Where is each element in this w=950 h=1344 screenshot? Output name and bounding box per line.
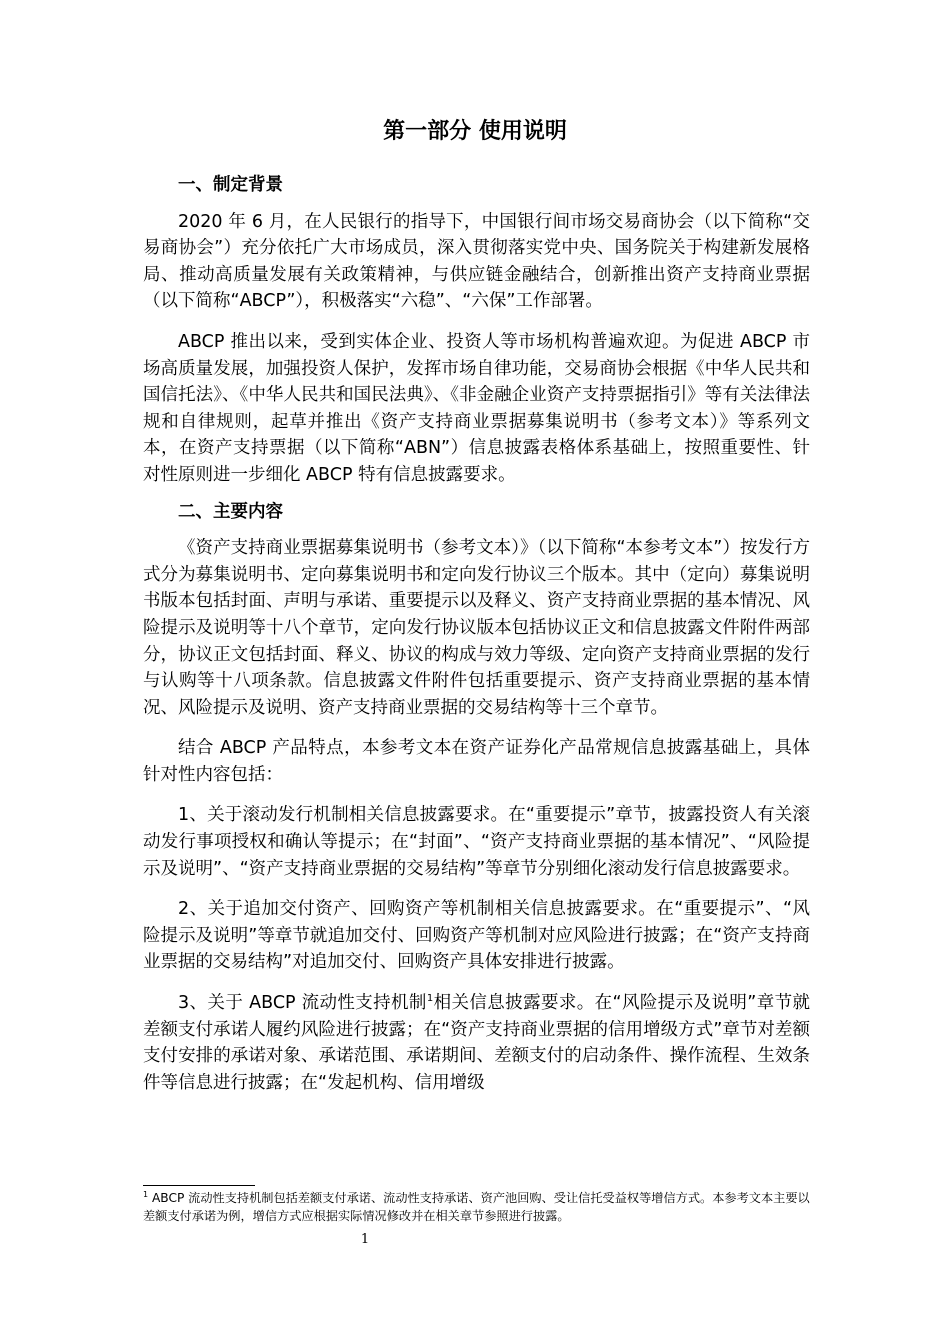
page-title: 第一部分 使用说明 bbox=[383, 119, 567, 144]
footnote-text: ABCP 流动性支持机制包括差额支付承诺、流动性支持承诺、资产池回购、受让信托受益权等增信方式。本参考文本主要以差额支付承诺为例，增信方式应根据实际情况修改并在相关章节参照进行披露。 bbox=[143, 1191, 810, 1223]
paragraph: 1、关于滚动发行机制相关信息披露要求。在“重要提示”章节，披露投资人有关滚动发行事项授权和确认等提示；在“封面”、“资产支持商业票据的基本情况”、“风险提示及说明”、“资产支持商业票据的交易结构”等章节分别细化滚动发行信息披露要求。 bbox=[143, 805, 810, 879]
paragraph bbox=[143, 990, 810, 1096]
footnote-separator bbox=[143, 1185, 255, 1186]
paragraph-text: 相关信息披露要求。在“风险提示及说明”章节就差额支付承诺人履约风险进行披露；在“资产支持商业票据的信用增级方式”章节对差额支付安排的承诺对象、承诺范围、承诺期间、差额支付的启动条件、操作流程、生效条件等信息进行披露；在“发起机构、信用增级 bbox=[143, 993, 810, 1093]
paragraph: 结合 ABCP 产品特点，本参考文本在资产证券化产品常规信息披露基础上，具体针对性内容包括： bbox=[143, 738, 810, 785]
document-body bbox=[143, 172, 810, 1096]
section-heading-background: 一、制定背景 bbox=[178, 175, 283, 195]
page-number: 1 bbox=[360, 1232, 370, 1247]
paragraph: 2、关于追加交付资产、回购资产等机制相关信息披露要求。在“重要提示”、“风险提示及说明”等章节就追加交付、回购资产等机制对应风险进行披露；在“资产支持商业票据的交易结构”对追加交付、回购资产具体安排进行披露。 bbox=[143, 899, 810, 973]
paragraph: ABCP 推出以来，受到实体企业、投资人等市场机构普遍欢迎。为促进 ABCP 市场高质量发展，加强投资人保护，发挥市场自律功能，交易商协会根据《中华人民共和国信托法》、《中华人民共和国民法典》、《非金融企业资产支持票据指引》等有关法律法规和自律规则，起草并推出《资产支持商业票据募集说明书（参考文本）》等系列文本，在资产支持票据（以下简称“ABN”）信息披露表格体系基础上，按照重要性、针对性原则进一步细化 ABCP 特有信息披露要求。 bbox=[143, 331, 810, 485]
footnote-reference[interactable]: 1 bbox=[426, 993, 434, 1005]
section-heading-main-content: 二、主要内容 bbox=[178, 501, 283, 522]
paragraph: 《资产支持商业票据募集说明书（参考文本）》（以下简称“本参考文本”）按发行方式分为募集说明书、定向募集说明书和定向发行协议三个版本。其中（定向）募集说明书版本包括封面、声明与承诺、重要提示以及释义、资产支持商业票据的基本情况、风险提示及说明等十八个章节，定向发行协议版本包括协议正文和信息披露文件附件两部分，协议正文包括封面、释义、协议的构成与效力等级、定向资产支持商业票据的发行与认购等十八项条款。信息披露文件附件包括重要提示、资产支持商业票据的基本情况、风险提示及说明、资产支持商业票据的交易结构等十三个章节。 bbox=[143, 538, 810, 718]
footnote-marker: 1 bbox=[143, 1189, 149, 1199]
paragraph-text: 3、关于 ABCP 流动性支持机制 bbox=[178, 993, 427, 1014]
footnote bbox=[143, 1189, 810, 1225]
paragraph: 2020 年 6 月，在人民银行的指导下，中国银行间市场交易商协会（以下简称“交易商协会”）充分依托广大市场成员，深入贯彻落实党中央、国务院关于构建新发展格局、推动高质量发展有关政策精神，与供应链金融结合，创新推出资产支持商业票据（以下简称“ABCP”），积极落实“六稳”、“六保”工作部署。 bbox=[143, 211, 810, 312]
